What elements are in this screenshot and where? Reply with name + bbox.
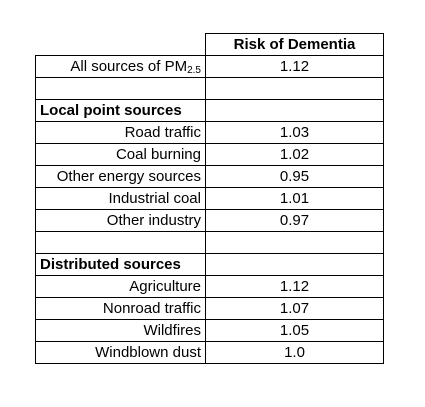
section-title-local: Local point sources <box>36 100 206 122</box>
row-value: 1.07 <box>206 298 384 320</box>
row-label: Nonroad traffic <box>36 298 206 320</box>
table-row <box>36 144 384 166</box>
spacer-row <box>36 78 384 100</box>
section-header-distributed <box>36 254 384 276</box>
empty-cell <box>206 78 384 100</box>
row-label: Other energy sources <box>36 166 206 188</box>
dementia-risk-table <box>35 33 384 364</box>
corner-cell <box>36 34 206 56</box>
row-label: Road traffic <box>36 122 206 144</box>
row-label: Wildfires <box>36 320 206 342</box>
column-header: Risk of Dementia <box>206 34 384 56</box>
section-title-distributed: Distributed sources <box>36 254 206 276</box>
row-value: 0.95 <box>206 166 384 188</box>
table-row-all-sources <box>36 56 384 78</box>
pm-subscript: 2.5 <box>187 64 201 76</box>
row-label: Industrial coal <box>36 188 206 210</box>
table-row <box>36 122 384 144</box>
all-sources-label: All sources of PM <box>70 57 188 75</box>
empty-cell <box>206 254 384 276</box>
table-row <box>36 166 384 188</box>
row-value: 1.03 <box>206 122 384 144</box>
table-row <box>36 342 384 364</box>
row-value: 1.02 <box>206 144 384 166</box>
row-value-all-sources: 1.12 <box>206 56 384 78</box>
empty-cell <box>36 232 206 254</box>
row-label: Coal burning <box>36 144 206 166</box>
table-row <box>36 298 384 320</box>
row-value: 0.97 <box>206 210 384 232</box>
table-row <box>36 276 384 298</box>
row-value: 1.01 <box>206 188 384 210</box>
empty-cell <box>206 100 384 122</box>
empty-cell <box>36 78 206 100</box>
row-value: 1.05 <box>206 320 384 342</box>
table-row <box>36 210 384 232</box>
header-row <box>36 34 384 56</box>
row-label: Agriculture <box>36 276 206 298</box>
empty-cell <box>206 232 384 254</box>
spacer-row <box>36 232 384 254</box>
table-row <box>36 188 384 210</box>
row-value: 1.0 <box>206 342 384 364</box>
table-row <box>36 320 384 342</box>
row-value: 1.12 <box>206 276 384 298</box>
row-label: Windblown dust <box>36 342 206 364</box>
row-label: Other industry <box>36 210 206 232</box>
row-label-all-sources <box>36 56 206 78</box>
section-header-local <box>36 100 384 122</box>
